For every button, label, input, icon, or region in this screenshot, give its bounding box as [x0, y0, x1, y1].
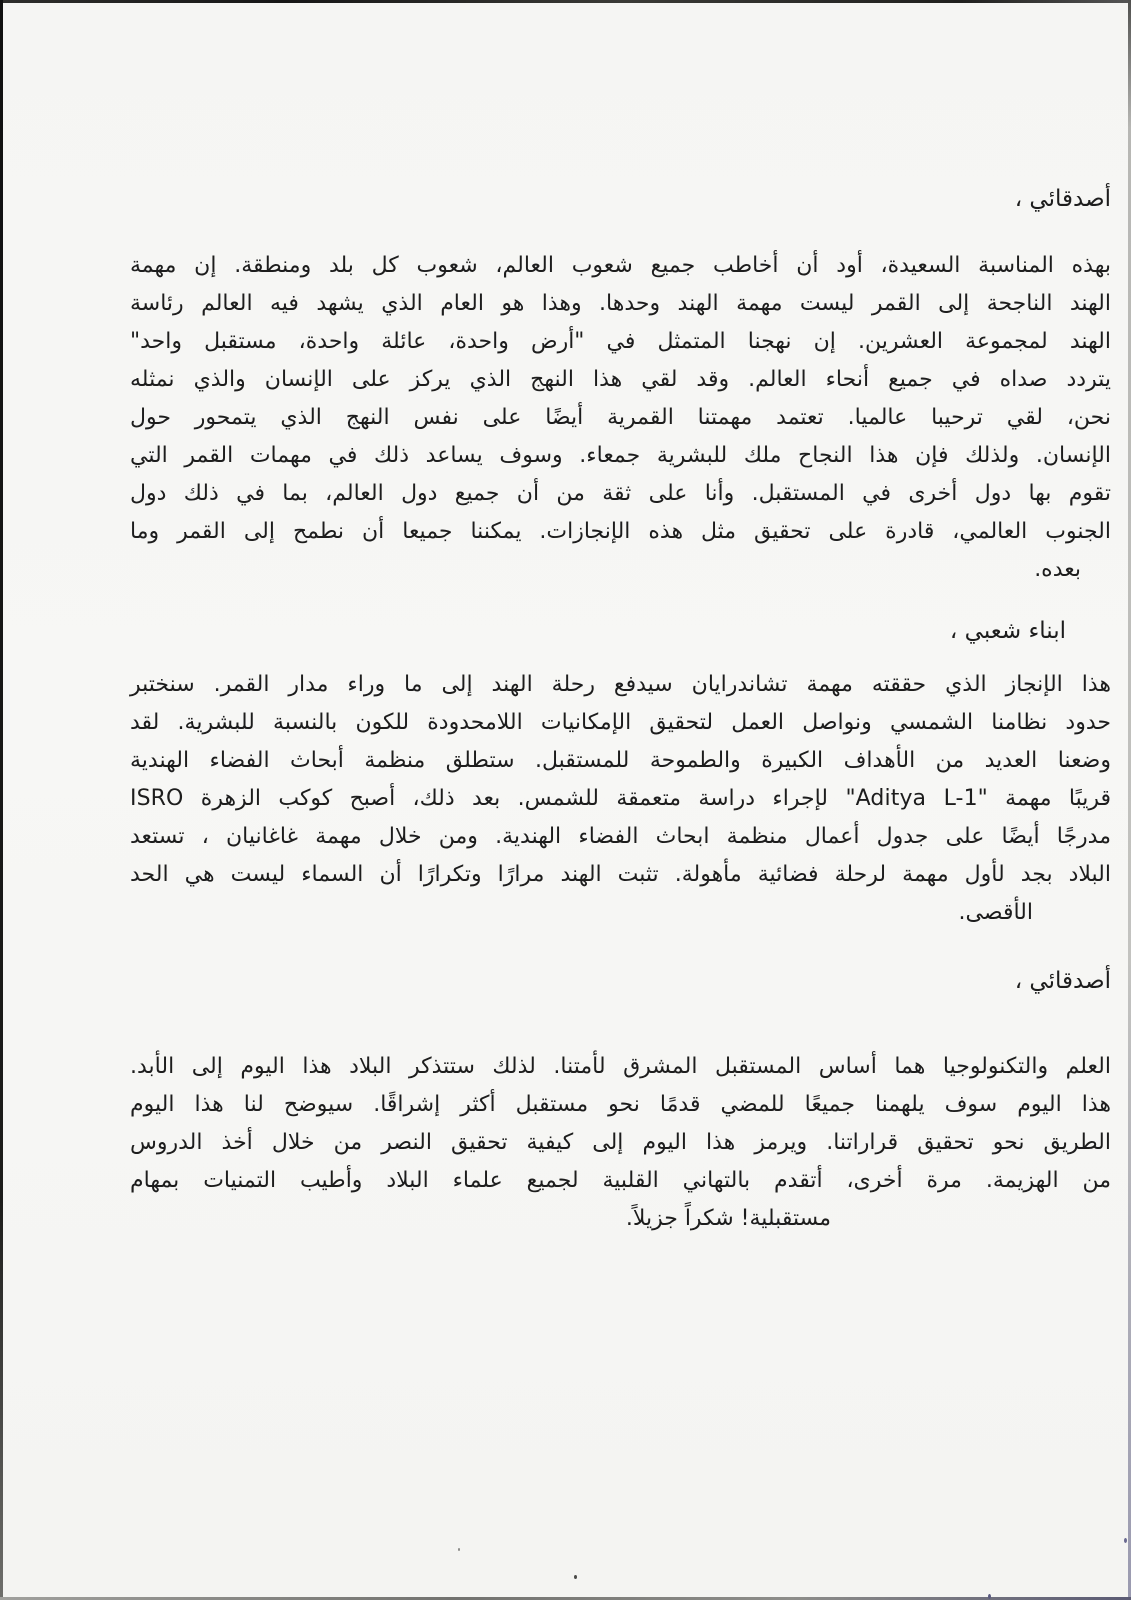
scan-speck [458, 1548, 460, 1551]
scan-border-top [0, 0, 1131, 3]
paragraph-science-technology-thanks [130, 1048, 1111, 1238]
paragraph-line: حدود نظامنا الشمسي ونواصل العمل لتحقيق الإمكانيات اللامحدودة للكون بالنسبة للبشرية. لقد [130, 710, 1111, 735]
paragraph-line: نحن، لقي ترحيبا عالميا. تعتمد مهمتنا القمرية أيضًا على نفس النهج الذي يتمحور حول [130, 405, 1111, 430]
paragraph-line: وضعنا العديد من الأهداف الكبيرة والطموحة للمستقبل. ستطلق منظمة أبحاث الفضاء الهندية [130, 748, 1111, 773]
paragraph-line: الجنوب العالمي، قادرة على تحقيق مثل هذه الإنجازات. يمكننا جميعا أن نطمح إلى القمر وما [130, 519, 1111, 544]
scan-speck [1124, 1538, 1127, 1543]
salutation-heading-friends-1: أصدقائي ، [1014, 186, 1111, 212]
scan-border-left [0, 0, 3, 1600]
paragraph-line: بعده. [1034, 557, 1081, 582]
salutation-heading-friends-2: أصدقائي ، [1014, 968, 1111, 994]
paragraph-line: قريبًا مهمة "Aditya L-1" لإجراء دراسة متعمقة للشمس. بعد ذلك، أصبح كوكب الزهرة ISRO [130, 786, 1112, 811]
paragraph-moon-mission-world [130, 247, 1111, 589]
scan-speck [988, 1594, 991, 1599]
salutation-heading-fellow-citizens: ابناء شعبي ، [949, 618, 1066, 644]
paragraph-line: هذا الإنجاز الذي حققته مهمة تشاندرايان سيدفع رحلة الهند إلى ما وراء مدار القمر. سنختبر [130, 672, 1111, 697]
paragraph-line: بهذه المناسبة السعيدة، أود أن أخاطب جميع شعوب العالم، شعوب كل بلد ومنطقة. إن مهمة [130, 253, 1111, 278]
paragraph-line: مستقبلية! شكراً جزيلاً. [625, 1206, 831, 1231]
paragraph-line: الإنسان. ولذلك فإن هذا النجاح ملك للبشرية جمعاء. وسوف يساعد ذلك في مهمات القمر التي [130, 443, 1111, 468]
paragraph-line: العلم والتكنولوجيا هما أساس المستقبل المشرق لأمتنا. لذلك ستتذكر البلاد هذا اليوم إلى الأبد. [130, 1054, 1111, 1079]
paragraph-line: الطريق نحو تحقيق قراراتنا. ويرمز هذا اليوم إلى كيفية تحقيق النصر من خلال أخذ الدروس [130, 1130, 1111, 1155]
paragraph-line: الهند لمجموعة العشرين. إن نهجنا المتمثل في "أرض واحدة، عائلة واحدة، مستقبل واحد" [130, 329, 1111, 354]
paragraph-line: يتردد صداه في جميع أنحاء العالم. وقد لقي هذا النهج الذي يركز على الإنسان والذي نمثله [130, 367, 1111, 392]
paragraph-line: مدرجًا أيضًا على جدول أعمال منظمة ابحاث الفضاء الهندية. ومن خلال مهمة غاغانيان ، تستعد [130, 824, 1111, 849]
paragraph-line: الأقصى. [958, 900, 1033, 925]
scan-speck [574, 1575, 577, 1579]
paragraph-line: هذا اليوم سوف يلهمنا جميعًا للمضي قدمًا نحو مستقبل أكثر إشراقًا. سيوضح لنا هذا اليوم [130, 1092, 1111, 1117]
paragraph-line: تقوم بها دول أخرى في المستقبل. وأنا على ثقة من أن جميع دول العالم، بما في ذلك دول [130, 481, 1111, 506]
paragraph-line: البلاد بجد لأول مهمة لرحلة فضائية مأهولة. تثبت الهند مرارًا وتكرارًا أن السماء ليست هي الحد [130, 862, 1111, 887]
paragraph-line: من الهزيمة. مرة أخرى، أتقدم بالتهاني القلبية لجميع علماء البلاد وأطيب التمنيات بمهام [130, 1168, 1111, 1193]
paragraph-line: الهند الناجحة إلى القمر ليست مهمة الهند وحدها. وهذا هو العام الذي يشهد فيه العالم رئاسة [130, 291, 1111, 316]
paragraph-chandrayaan-isro-plans [130, 666, 1111, 932]
